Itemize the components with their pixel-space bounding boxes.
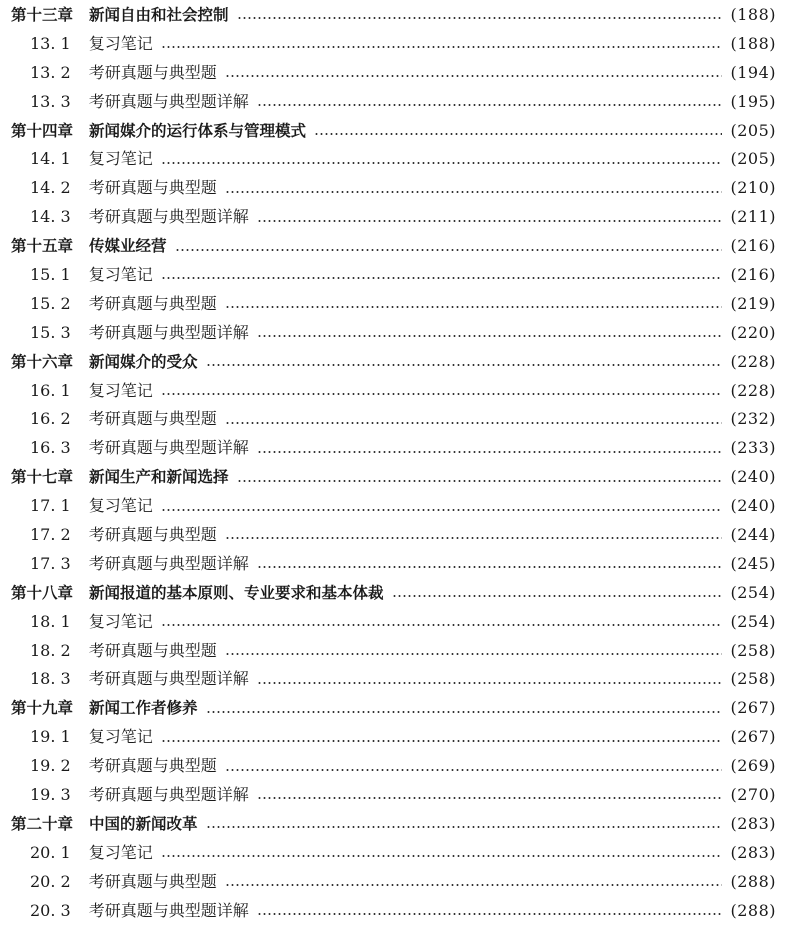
- section-label: [30, 203, 249, 232]
- section-number: 18. 1: [30, 611, 71, 631]
- section-title: 考研真题与典型题: [88, 409, 217, 429]
- chapter-label: [11, 348, 198, 377]
- toc-chapter-16[interactable]: [0, 348, 790, 377]
- toc-chapter-19[interactable]: [0, 694, 790, 723]
- toc-section-15-2[interactable]: [0, 290, 790, 319]
- chapter-label: [11, 694, 198, 723]
- section-number: 19. 2: [30, 756, 71, 776]
- section-title: 考研真题与典型题: [88, 871, 217, 891]
- chapter-label: [11, 232, 167, 261]
- chapter-title: 新闻报道的基本原则、专业要求和基本体裁: [89, 583, 384, 602]
- section-label: [30, 608, 153, 637]
- page-number: (258): [730, 669, 776, 689]
- page-number: (211): [730, 207, 776, 227]
- dot-leader: [161, 162, 723, 164]
- page-number: (228): [730, 351, 776, 371]
- chapter-label: [11, 463, 229, 492]
- chapter-number: 第十八章: [11, 583, 74, 602]
- chapter-label: [11, 1, 229, 30]
- dot-leader: [225, 653, 723, 655]
- page-number: (233): [730, 438, 776, 458]
- toc-chapter-13[interactable]: [0, 1, 790, 30]
- dot-leader: [175, 249, 723, 251]
- toc-section-16-1[interactable]: [0, 377, 790, 406]
- chapter-title: 新闻媒介的受众: [89, 352, 198, 371]
- section-title: 考研真题与典型题: [88, 62, 217, 82]
- dot-leader: [206, 364, 723, 366]
- dot-leader: [314, 133, 722, 135]
- section-label: [30, 30, 153, 59]
- section-title: 考研真题与典型题详解: [88, 553, 249, 573]
- toc-section-17-2[interactable]: [0, 521, 790, 550]
- section-label: [30, 752, 217, 781]
- dot-leader: [225, 422, 723, 424]
- toc-section-16-2[interactable]: [0, 405, 790, 434]
- section-label: [30, 174, 217, 203]
- chapter-title: 新闻生产和新闻选择: [89, 468, 229, 487]
- section-number: 14. 3: [30, 207, 71, 227]
- section-number: 16. 3: [30, 438, 71, 458]
- toc-section-19-2[interactable]: [0, 752, 790, 781]
- toc-section-15-1[interactable]: [0, 261, 790, 290]
- dot-leader: [161, 624, 723, 626]
- section-number: 17. 3: [30, 553, 71, 573]
- section-title: 考研真题与典型题详解: [88, 91, 249, 111]
- section-label: [30, 145, 153, 174]
- chapter-title: 中国的新闻改革: [89, 814, 198, 833]
- dot-leader: [257, 220, 723, 222]
- section-title: 复习笔记: [88, 380, 153, 400]
- chapter-number: 第十五章: [11, 237, 74, 256]
- section-label: [30, 665, 249, 694]
- toc-chapter-20[interactable]: [0, 810, 790, 839]
- section-number: 16. 2: [30, 409, 71, 429]
- dot-leader: [161, 509, 723, 511]
- section-label: [30, 261, 153, 290]
- section-title: 复习笔记: [88, 265, 153, 285]
- section-number: 15. 2: [30, 293, 71, 313]
- section-title: 复习笔记: [88, 496, 153, 516]
- chapter-number: 第十九章: [11, 699, 74, 718]
- section-label: [30, 839, 153, 868]
- toc-section-13-2[interactable]: [0, 59, 790, 88]
- section-number: 13. 3: [30, 91, 71, 111]
- toc-chapter-14[interactable]: [0, 117, 790, 146]
- section-number: 14. 2: [30, 178, 71, 198]
- page-number: (210): [730, 178, 776, 198]
- dot-leader: [257, 682, 723, 684]
- dot-leader: [257, 335, 723, 337]
- section-title: 考研真题与典型题: [88, 640, 217, 660]
- chapter-title: 新闻媒介的运行体系与管理模式: [89, 121, 307, 140]
- section-title: 复习笔记: [88, 149, 153, 169]
- dot-leader: [161, 393, 723, 395]
- section-title: 考研真题与典型题详解: [88, 669, 249, 689]
- section-label: [30, 492, 153, 521]
- page-number: (195): [730, 91, 776, 111]
- section-number: 15. 3: [30, 322, 71, 342]
- section-title: 复习笔记: [88, 727, 153, 747]
- toc-section-20-2[interactable]: [0, 868, 790, 897]
- page-number: (220): [730, 322, 776, 342]
- section-number: 13. 2: [30, 62, 71, 82]
- section-title: 复习笔记: [88, 33, 153, 53]
- dot-leader: [237, 17, 723, 19]
- dot-leader: [257, 913, 723, 915]
- toc-section-17-3[interactable]: [0, 550, 790, 579]
- page-number: (228): [730, 380, 776, 400]
- section-number: 19. 1: [30, 727, 71, 747]
- section-number: 20. 3: [30, 900, 71, 920]
- page-number: (254): [730, 611, 776, 631]
- dot-leader: [225, 191, 723, 193]
- section-number: 20. 2: [30, 871, 71, 891]
- section-title: 考研真题与典型题详解: [88, 322, 249, 342]
- page-number: (254): [730, 582, 776, 602]
- dot-leader: [237, 480, 723, 482]
- dot-leader: [206, 711, 723, 713]
- toc-section-14-3[interactable]: [0, 203, 790, 232]
- section-label: [30, 319, 249, 348]
- chapter-label: [11, 579, 384, 608]
- page-number: (267): [730, 727, 776, 747]
- page-number: (270): [730, 785, 776, 805]
- page-number: (244): [730, 525, 776, 545]
- section-label: [30, 405, 217, 434]
- toc-section-19-1[interactable]: [0, 723, 790, 752]
- section-label: [30, 59, 217, 88]
- toc-section-17-1[interactable]: [0, 492, 790, 521]
- dot-leader: [225, 884, 723, 886]
- page-number: (283): [730, 842, 776, 862]
- section-number: 15. 1: [30, 265, 71, 285]
- page-number: (232): [730, 409, 776, 429]
- section-number: 13. 1: [30, 33, 71, 53]
- section-label: [30, 868, 217, 897]
- page-number: (188): [730, 5, 776, 24]
- toc-chapter-17[interactable]: [0, 463, 790, 492]
- toc-section-19-3[interactable]: [0, 781, 790, 810]
- page-number: (288): [730, 900, 776, 920]
- section-title: 考研真题与典型题: [88, 756, 217, 776]
- section-number: 17. 1: [30, 496, 71, 516]
- page-number: (240): [730, 496, 776, 516]
- page-number: (240): [730, 467, 776, 487]
- section-title: 考研真题与典型题: [88, 293, 217, 313]
- section-label: [30, 290, 217, 319]
- dot-leader: [257, 104, 723, 106]
- toc-chapter-18[interactable]: [0, 579, 790, 608]
- dot-leader: [225, 769, 723, 771]
- section-title: 考研真题与典型题: [88, 525, 217, 545]
- toc-section-13-3[interactable]: [0, 88, 790, 117]
- toc-section-18-2[interactable]: [0, 637, 790, 666]
- section-number: 19. 3: [30, 785, 71, 805]
- toc-section-14-1[interactable]: [0, 145, 790, 174]
- page-number: (258): [730, 640, 776, 660]
- chapter-number: 第二十章: [11, 814, 74, 833]
- dot-leader: [225, 306, 723, 308]
- dot-leader: [161, 740, 723, 742]
- chapter-title: 新闻工作者修养: [89, 699, 198, 718]
- page-number: (267): [730, 698, 776, 718]
- section-label: [30, 723, 153, 752]
- chapter-number: 第十四章: [11, 121, 74, 140]
- page-number: (194): [730, 62, 776, 82]
- dot-leader: [206, 826, 723, 828]
- chapter-title: 新闻自由和社会控制: [89, 6, 229, 24]
- chapter-label: [11, 117, 306, 146]
- toc-section-16-3[interactable]: [0, 434, 790, 463]
- section-number: 18. 2: [30, 640, 71, 660]
- section-number: 20. 1: [30, 842, 71, 862]
- section-number: 18. 3: [30, 669, 71, 689]
- section-label: [30, 781, 249, 810]
- dot-leader: [161, 855, 723, 857]
- section-number: 17. 2: [30, 525, 71, 545]
- chapter-number: 第十三章: [11, 6, 74, 24]
- toc-chapter-15[interactable]: [0, 232, 790, 261]
- chapter-title: 传媒业经营: [89, 237, 167, 256]
- section-label: [30, 897, 249, 926]
- section-title: 考研真题与典型题详解: [88, 438, 249, 458]
- section-title: 考研真题与典型题详解: [88, 207, 249, 227]
- dot-leader: [225, 537, 723, 539]
- dot-leader: [161, 277, 723, 279]
- section-label: [30, 88, 249, 117]
- section-title: 复习笔记: [88, 842, 153, 862]
- section-title: 考研真题与典型题详解: [88, 785, 249, 805]
- chapter-label: [11, 810, 198, 839]
- dot-leader: [257, 797, 723, 799]
- section-number: 14. 1: [30, 149, 71, 169]
- dot-leader: [257, 451, 723, 453]
- page-number: (216): [730, 265, 776, 285]
- section-label: [30, 377, 153, 406]
- page-number: (188): [730, 33, 776, 53]
- page-number: (205): [730, 149, 776, 169]
- page-number: (219): [730, 293, 776, 313]
- section-title: 考研真题与典型题详解: [88, 900, 249, 920]
- section-label: [30, 521, 217, 550]
- section-label: [30, 434, 249, 463]
- toc-section-18-1[interactable]: [0, 608, 790, 637]
- dot-leader: [257, 566, 723, 568]
- section-number: 16. 1: [30, 380, 71, 400]
- toc-section-18-3[interactable]: [0, 665, 790, 694]
- chapter-number: 第十七章: [11, 468, 74, 487]
- page-number: (216): [730, 236, 776, 256]
- section-label: [30, 637, 217, 666]
- dot-leader: [392, 595, 723, 597]
- page-number: (283): [730, 813, 776, 833]
- toc-section-14-2[interactable]: [0, 174, 790, 203]
- dot-leader: [225, 75, 723, 77]
- section-label: [30, 550, 249, 579]
- toc-section-15-3[interactable]: [0, 319, 790, 348]
- toc-section-13-1[interactable]: [0, 30, 790, 59]
- page-number: (245): [730, 553, 776, 573]
- toc-section-20-1[interactable]: [0, 839, 790, 868]
- page-number: (269): [730, 756, 776, 776]
- toc-section-20-3[interactable]: [0, 897, 790, 926]
- dot-leader: [161, 46, 723, 48]
- section-title: 复习笔记: [88, 611, 153, 631]
- page-number: (288): [730, 871, 776, 891]
- section-title: 考研真题与典型题: [88, 178, 217, 198]
- chapter-number: 第十六章: [11, 352, 74, 371]
- page-number: (205): [730, 120, 776, 140]
